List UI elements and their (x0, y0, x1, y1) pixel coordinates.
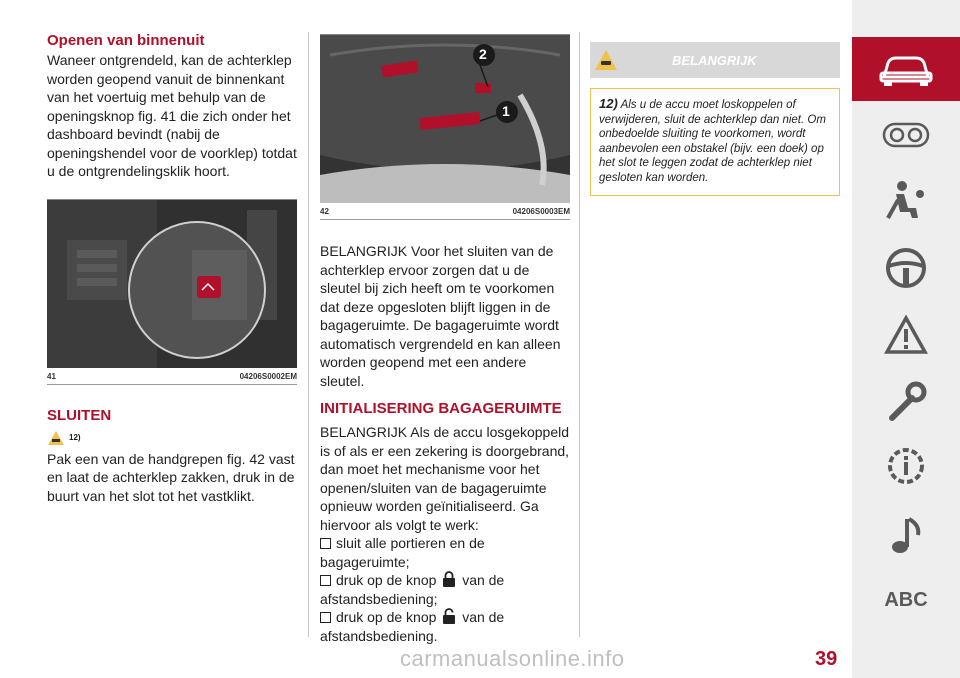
paragraph-initialisering: BELANGRIJK Als de accu losgekoppeld is of als er een zekering is doorgebrand, dan moet het mechanisme voor het openen/sluiten van de bagageruimte opnieuw worden geïnitialiseerd. Ga hiervoor als volgt te werk: (320, 424, 570, 533)
figure-42-number: 42 (320, 207, 329, 216)
sidebar-item-index[interactable] (852, 570, 960, 630)
checkbox-bullet-icon (320, 538, 331, 549)
dashboard-gauges-icon (882, 120, 930, 150)
checkbox-bullet-icon (320, 612, 331, 623)
car-icon (878, 51, 934, 87)
paragraph-sluiten: Pak een van de handgrepen fig. 42 vast en laat de achterklep zakken, druk in de buurt van het slot tot het vastklikt. (47, 450, 295, 504)
heading-sluiten: SLUITEN (47, 406, 112, 424)
sidebar-item-car[interactable] (852, 37, 960, 101)
chapter-sidebar (852, 0, 960, 678)
important-ref: 12) (599, 96, 618, 111)
list-item-2 (320, 571, 570, 608)
list-item-3-text-b: van de afstandsbediening. (320, 609, 505, 644)
important-text: Als u de accu moet loskoppelen of verwijderen, sluit de achterklep dan niet. Om onbedoelde sluiting te voorkomen, wordt aanbevolen een obstakel (bijv. een doek) op het slot te leggen zodat de achterklep niet gesloten kan worden. (599, 99, 826, 184)
list-item-2-text-b: van de afstandsbediening; (320, 572, 505, 607)
unlock-icon (442, 608, 456, 624)
list-item-2-text-a: druk op de knop (336, 572, 437, 588)
list-item-3-text-a: druk op de knop (336, 609, 437, 625)
checkbox-bullet-icon (320, 575, 331, 586)
heading-initialisering: INITIALISERING BAGAGERUIMTE (320, 400, 562, 417)
column-left (47, 32, 297, 505)
figure-41 (47, 199, 297, 368)
heading-openen-binnenuit: Openen van binnenuit (47, 32, 205, 49)
lock-icon (442, 571, 456, 587)
page-number: 39 (815, 648, 838, 670)
figure-42-code: 04206S0003EM (512, 207, 570, 216)
callout-1: 1 (502, 103, 510, 119)
warning-ref-number: 12) (69, 433, 81, 442)
sidebar-item-warnings[interactable] (852, 305, 960, 365)
list-item-1 (320, 534, 570, 571)
warning-reference (47, 430, 297, 446)
column-middle (320, 34, 570, 645)
figure-42 (320, 34, 570, 203)
callout-2: 2 (479, 46, 487, 62)
figure-42-caption (320, 203, 570, 220)
wrench-icon (884, 380, 928, 424)
figure-41-number: 41 (47, 371, 56, 381)
sidebar-item-service[interactable] (852, 372, 960, 432)
important-body (590, 88, 840, 196)
warning-car-icon (47, 430, 65, 446)
sidebar-item-driving[interactable] (852, 238, 960, 298)
figure-41-caption (47, 368, 297, 385)
important-title: BELANGRIJK (672, 52, 757, 68)
sidebar-item-safety[interactable] (852, 170, 960, 230)
important-header (590, 42, 840, 78)
paragraph-openen: Waneer ontgrendeld, kan de achterklep worden geopend vanuit de binnenkant van het voertuig met behulp van de openingsknop fig. 41 die zich onder het dashboard bevindt (nabij de openingshendel voor de voorklep) totdat u de ontgrendelingsklik hoort. (47, 52, 297, 179)
figure-41-code: 04206S0002EM (239, 371, 297, 381)
warning-car-icon (594, 49, 618, 71)
warning-triangle-icon (884, 315, 928, 355)
list-item-1-text: sluit alle portieren en de bagageruimte; (320, 535, 485, 570)
sidebar-item-dashboard[interactable] (852, 105, 960, 165)
figure-42-image (320, 35, 570, 203)
steering-wheel-icon (884, 246, 928, 290)
list-item-3 (320, 608, 570, 645)
important-box (590, 42, 840, 196)
column-divider-1 (308, 32, 309, 637)
column-divider-2 (579, 32, 580, 637)
sidebar-item-technical[interactable] (852, 436, 960, 496)
figure-41-image (47, 200, 297, 368)
info-gear-icon (884, 444, 928, 488)
watermark: carmanualsonline.info (400, 646, 625, 671)
sidebar-item-multimedia[interactable] (852, 505, 960, 565)
airbag-seat-icon (884, 178, 928, 222)
music-note-icon (886, 513, 926, 557)
abc-index-label: ABC (884, 588, 928, 611)
paragraph-belangrijk-sleutel: BELANGRIJK Voor het sluiten van de achterklep ervoor zorgen dat u de sleutel bij zich heeft om te voorkomen dat deze opgesloten blijft liggen in de bagageruimte. De bagageruimte wordt automatisch vergrendeld en kan alleen worden geopend met een andere sleutel. (320, 243, 561, 389)
